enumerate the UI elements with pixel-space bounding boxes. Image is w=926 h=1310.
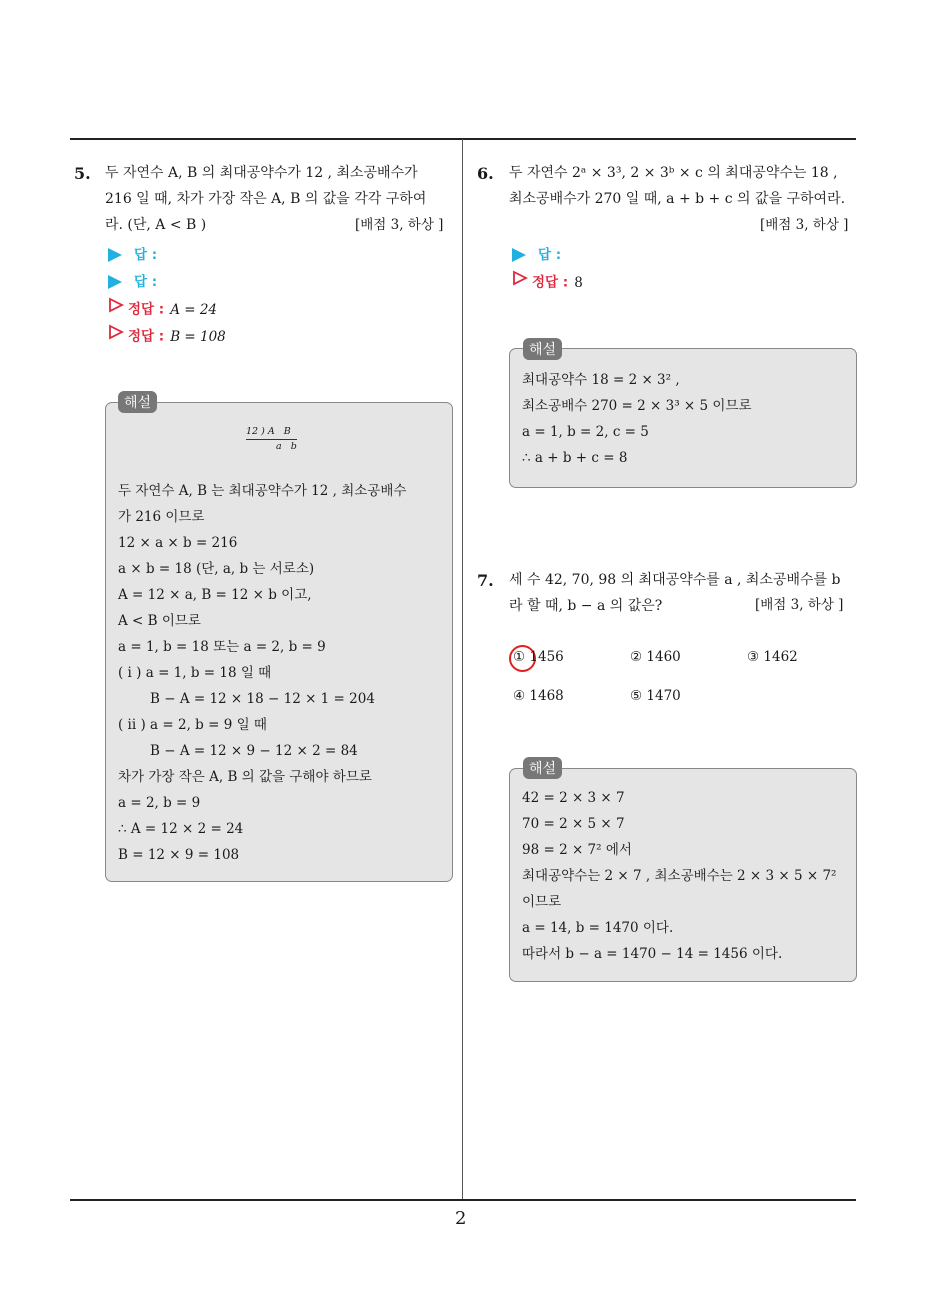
expl-line: 따라서 b − a = 1470 − 14 = 1456 이다. — [522, 946, 783, 962]
open-arrow-icon — [108, 296, 124, 323]
question-number: 6. — [477, 164, 494, 183]
answer-row[interactable] — [512, 242, 583, 269]
expl-line: ∴ a + b + c = 8 — [522, 450, 628, 466]
explanation-box — [105, 402, 453, 882]
question-line: 라 할 때, b − a 의 값은? — [509, 598, 663, 614]
correct-answer-row — [108, 323, 226, 350]
expl-line: 70 = 2 × 5 × 7 — [522, 816, 625, 832]
question-text — [509, 160, 859, 212]
question-number: 7. — [477, 571, 494, 590]
expl-line: a = 14, b = 1470 이다. — [522, 920, 674, 936]
question-number: 5. — [74, 164, 91, 183]
choice-3[interactable] — [747, 649, 798, 665]
expl-line: B − A = 12 × 9 − 12 × 2 = 84 — [150, 743, 358, 759]
answer-label: 답 : — [134, 247, 158, 263]
expl-line: 가 216 이므로 — [118, 509, 205, 525]
answer-row[interactable] — [108, 242, 226, 269]
choice-2[interactable] — [630, 649, 681, 665]
choice-value: 1460 — [646, 649, 681, 665]
expl-line: 98 = 2 × 7² 에서 — [522, 842, 632, 858]
choice-value: 1456 — [529, 649, 564, 665]
play-arrow-icon — [108, 275, 122, 289]
score-meta: [배점 3, 하상 ] — [755, 597, 844, 613]
question-line: 216 일 때, 차가 가장 작은 A, B 의 값을 각각 구하여 — [105, 191, 427, 207]
expl-line: a = 1, b = 2, c = 5 — [522, 424, 649, 440]
choice-mark: ② — [630, 649, 643, 665]
top-rule — [70, 138, 856, 140]
choice-5[interactable] — [630, 688, 681, 704]
page-number: 2 — [455, 1208, 467, 1229]
expl-line: ( ii ) a = 2, b = 9 일 때 — [118, 717, 267, 733]
expl-line: 42 = 2 × 3 × 7 — [522, 790, 625, 806]
question-line: 세 수 42, 70, 98 의 최대공약수를 a , 최소공배수를 b — [509, 572, 841, 588]
expl-line: ∴ A = 12 × 2 = 24 — [118, 821, 244, 837]
choice-mark: ⑤ — [630, 688, 643, 704]
correct-value: 8 — [574, 274, 583, 291]
correct-label: 정답 : — [128, 328, 165, 345]
expl-line: 12 × a × b = 216 — [118, 535, 238, 551]
explanation-tag: 해설 — [523, 757, 562, 779]
expl-line: 최소공배수 270 = 2 × 3³ × 5 이므로 — [522, 398, 752, 414]
correct-answer-row — [512, 269, 583, 296]
expl-line: a × b = 18 (단, a, b 는 서로소) — [118, 561, 315, 577]
expl-line: A < B 이므로 — [118, 613, 201, 629]
answer-row[interactable] — [108, 269, 226, 296]
question-line: 두 자연수 A, B 의 최대공약수가 12 , 최소공배수가 — [105, 165, 418, 181]
answer-label: 답 : — [134, 274, 158, 290]
expl-line: 최대공약수는 2 × 7 , 최소공배수는 2 × 3 × 5 × 7² — [522, 868, 837, 884]
correct-value: A = 24 — [170, 301, 218, 318]
correct-value: B = 108 — [170, 328, 226, 345]
expl-line: a = 2, b = 9 — [118, 795, 201, 811]
explanation-tag: 해설 — [523, 338, 562, 360]
open-arrow-icon — [108, 323, 124, 350]
explanation-text — [522, 367, 852, 471]
expl-line: A = 12 × a, B = 12 × b 이고, — [118, 587, 312, 603]
answer-area — [108, 242, 226, 350]
bottom-rule — [70, 1199, 856, 1201]
question-line: 최소공배수가 270 일 때, a + b + c 의 값을 구하여라. — [509, 191, 846, 207]
choice-value: 1462 — [763, 649, 798, 665]
expl-line: 최대공약수 18 = 2 × 3² , — [522, 372, 680, 388]
answer-label: 답 : — [538, 247, 562, 263]
question-line: 라. (단, A < B ) — [105, 217, 207, 233]
expl-line: B = 12 × 9 = 108 — [118, 847, 240, 863]
choice-4[interactable] — [513, 688, 564, 704]
explanation-box — [509, 348, 857, 488]
explanation-box — [509, 768, 857, 982]
answer-area — [512, 242, 583, 296]
choice-1[interactable] — [513, 649, 564, 665]
choice-mark: ① — [513, 649, 526, 665]
expl-line: a = 1, b = 18 또는 a = 2, b = 9 — [118, 639, 326, 655]
explanation-tag: 해설 — [118, 391, 157, 413]
choice-mark: ③ — [747, 649, 760, 665]
diagram-bottom: a b — [276, 441, 297, 452]
score-meta: [배점 3, 하상 ] — [760, 217, 849, 233]
play-arrow-icon — [512, 248, 526, 262]
open-arrow-icon — [512, 269, 528, 296]
explanation-text — [118, 478, 448, 868]
score-meta: [배점 3, 하상 ] — [355, 217, 444, 233]
correct-answer-row — [108, 296, 226, 323]
question-line: 두 자연수 2ᵃ × 3³, 2 × 3ᵇ × c 의 최대공약수는 18 , — [509, 165, 838, 181]
column-divider — [462, 139, 463, 1201]
expl-line: 차가 가장 작은 A, B 의 값을 구해야 하므로 — [118, 769, 372, 785]
correct-label: 정답 : — [128, 301, 165, 318]
expl-line: 두 자연수 A, B 는 최대공약수가 12 , 최소공배수 — [118, 483, 407, 499]
play-arrow-icon — [108, 248, 122, 262]
diagram-top: 12 ) A B — [246, 425, 297, 440]
expl-line: ( i ) a = 1, b = 18 일 때 — [118, 665, 272, 681]
expl-line: B − A = 12 × 18 − 12 × 1 = 204 — [150, 691, 375, 707]
choice-value: 1468 — [529, 688, 564, 704]
explanation-text — [522, 785, 854, 967]
choice-value: 1470 — [646, 688, 681, 704]
division-diagram — [246, 425, 297, 453]
choice-mark: ④ — [513, 688, 526, 704]
expl-line: 이므로 — [522, 894, 562, 910]
correct-label: 정답 : — [532, 274, 569, 291]
